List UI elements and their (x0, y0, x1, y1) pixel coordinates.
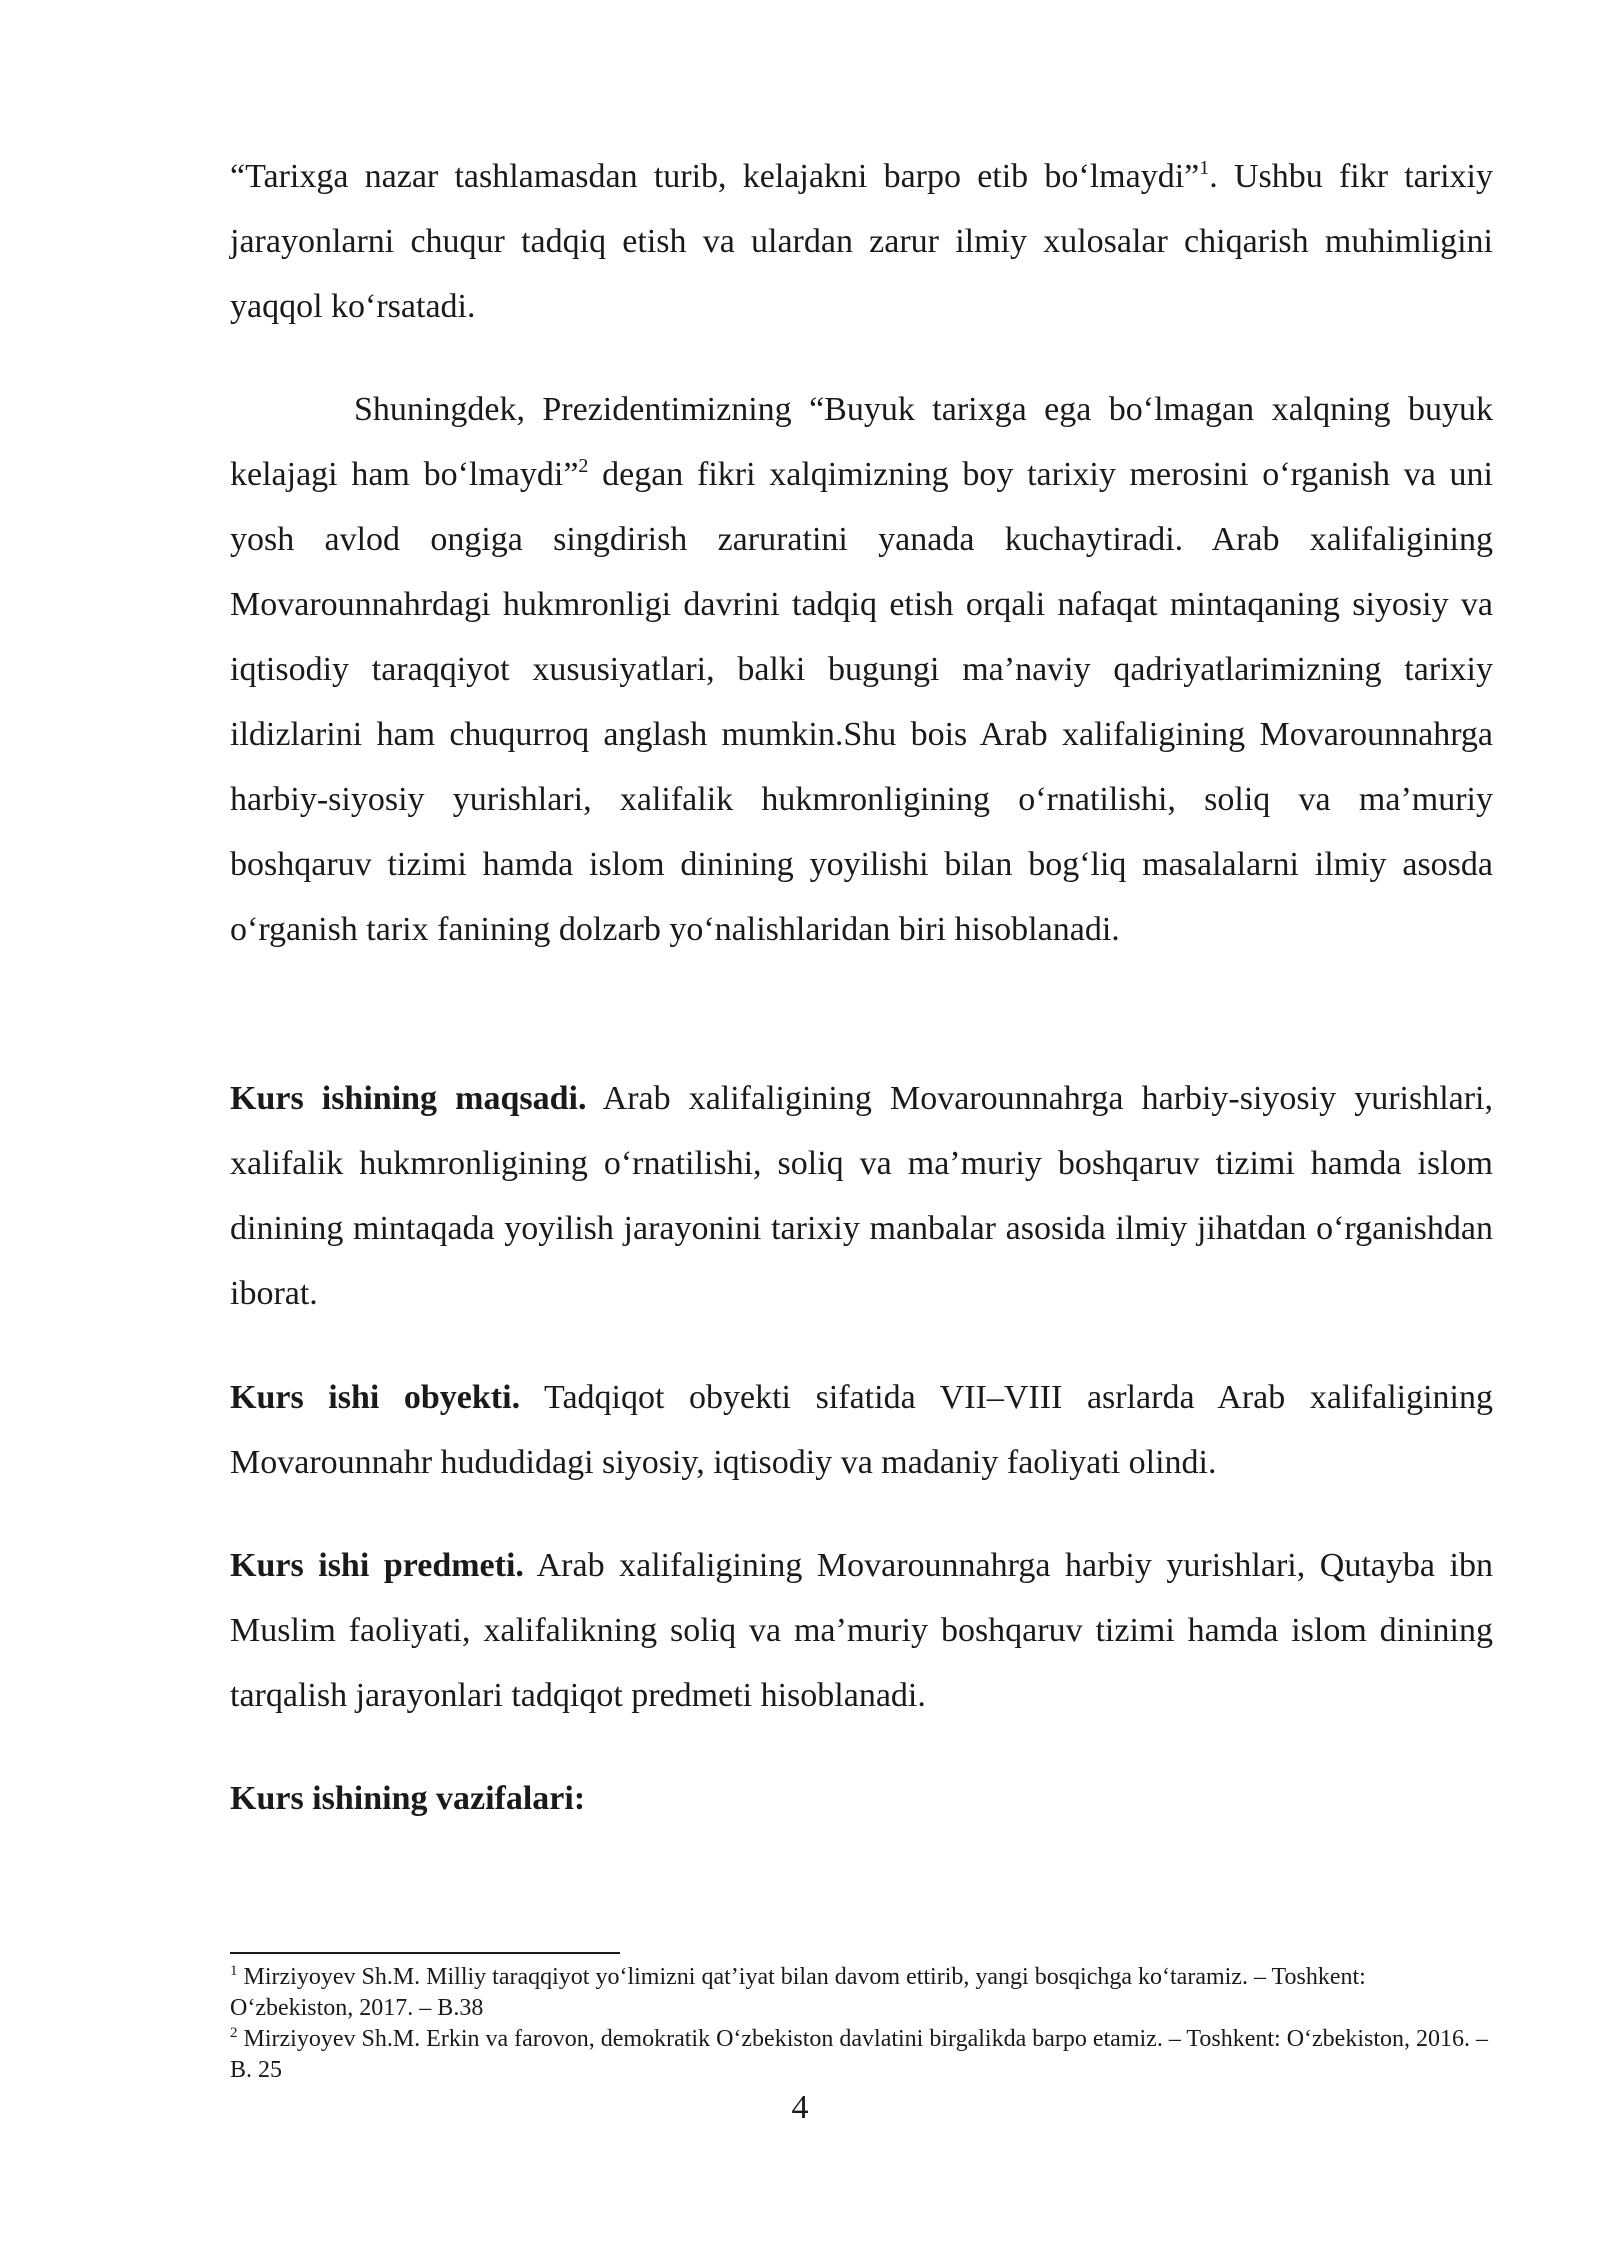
footnotes (230, 1962, 1493, 2086)
section-lead-goal: Kurs ishining maqsadi. (230, 1080, 587, 1117)
footnote-ref-1[interactable]: 1 (1199, 157, 1210, 179)
quote-text: “Tarixga nazar tashlamasdan turib, kelajakni barpo etib bo‘lmaydi” (230, 158, 1200, 195)
paragraph-text: Tadqiqot obyekti sifatida VII–VIII asrlarda Arab xalifaligining Movarounnahr hududidagi siyosiy, iqtisodiy va madaniy faoliyati olindi. (230, 1379, 1494, 1481)
page-number: 4 (791, 2089, 809, 2126)
paragraph-goal (230, 1066, 1493, 1326)
paragraph-text: Arab xalifaligining Movarounnahrga harbiy-siyosiy yurishlari, xalifalik hukmronligining o‘rnatilishi, soliq va ma’muriy boshqaruv tizimi hamda islom dinining mintaqada yoyilish jarayonini tarixiy manbalar asosida ilmiy jihatdan o‘rganishdan iborat. (230, 1080, 1493, 1312)
paragraph-object (230, 1365, 1493, 1495)
footnote-marker: 1 (230, 1963, 238, 1979)
section-lead-subject: Kurs ishi predmeti. (230, 1547, 524, 1584)
section-lead-object: Kurs ishi obyekti. (230, 1379, 521, 1416)
footnote-ref-2[interactable]: 2 (578, 455, 589, 477)
footnote-separator (230, 1952, 620, 1954)
paragraph-text: Arab xalifaligining Movarounnahrga harbiy yurishlari, Qutayba ibn Muslim faoliyati, xalifalikning soliq va ma’muriy boshqaruv tizimi hamda islom dinining tarqalish jarayonlari tadqiqot predmeti hisoblanadi. (230, 1547, 1493, 1714)
footnote-2 (230, 2024, 1493, 2086)
paragraph-president-quote (230, 377, 1493, 962)
section-lead-tasks: Kurs ishining vazifalari: (230, 1780, 586, 1817)
paragraph-tasks-heading (230, 1766, 1493, 1831)
paragraph-text: degan fikri xalqimizning boy tarixiy merosini o‘rganish va uni yosh avlod ongiga singdirish zaruratini yanada kuchaytiradi. Arab xalifaligining Movarounnahrdagi hukmronligi davrini tadqiq etish orqali nafaqat mintaqaning siyosiy va iqtisodiy taraqqiyot xususiyatlari, balki bugungi ma’naviy qadriyatlarimizning tarixiy ildizlarini ham chuqurroq anglash mumkin.Shu bois Arab xalifaligining Movarounnahrga harbiy-siyosiy yurishlari, xalifalik hukmronligining o‘rnatilishi, soliq va ma’muriy boshqaruv tizimi hamda islom dinining yoyilishi bilan bog‘liq masalalarni ilmiy asosda o‘rganish tarix fanining dolzarb yo‘nalishlaridan biri hisoblanadi. (230, 456, 1494, 948)
paragraph-text: Shuningdek, Prezidentimizning “Buyuk tarixga ega bo‘lmagan xalqning buyuk kelajagi ham bo‘lmaydi” (230, 391, 1493, 493)
paragraph-intro-quote (230, 144, 1493, 339)
footnote-1 (230, 1962, 1493, 2024)
footnote-text: Mirziyoyev Sh.M. Erkin va farovon, demokratik O‘zbekiston davlatini birgalikda barpo etamiz. – Toshkent: O‘zbekiston, 2016. – B. 25 (230, 2026, 1489, 2083)
paragraph-subject (230, 1533, 1493, 1728)
footnote-marker: 2 (230, 2025, 238, 2041)
paragraph-text: . Ushbu fikr tarixiy jarayonlarni chuqur tadqiq etish va ulardan zarur ilmiy xulosalar chiqarish muhimligini yaqqol ko‘rsatadi. (230, 158, 1493, 325)
footnote-text: Mirziyoyev Sh.M. Milliy taraqqiyot yo‘limizni qat’iyat bilan davom ettirib, yangi bosqichga ko‘taramiz. – Toshkent: O‘zbekiston, 2017. – B.38 (230, 1964, 1366, 2021)
